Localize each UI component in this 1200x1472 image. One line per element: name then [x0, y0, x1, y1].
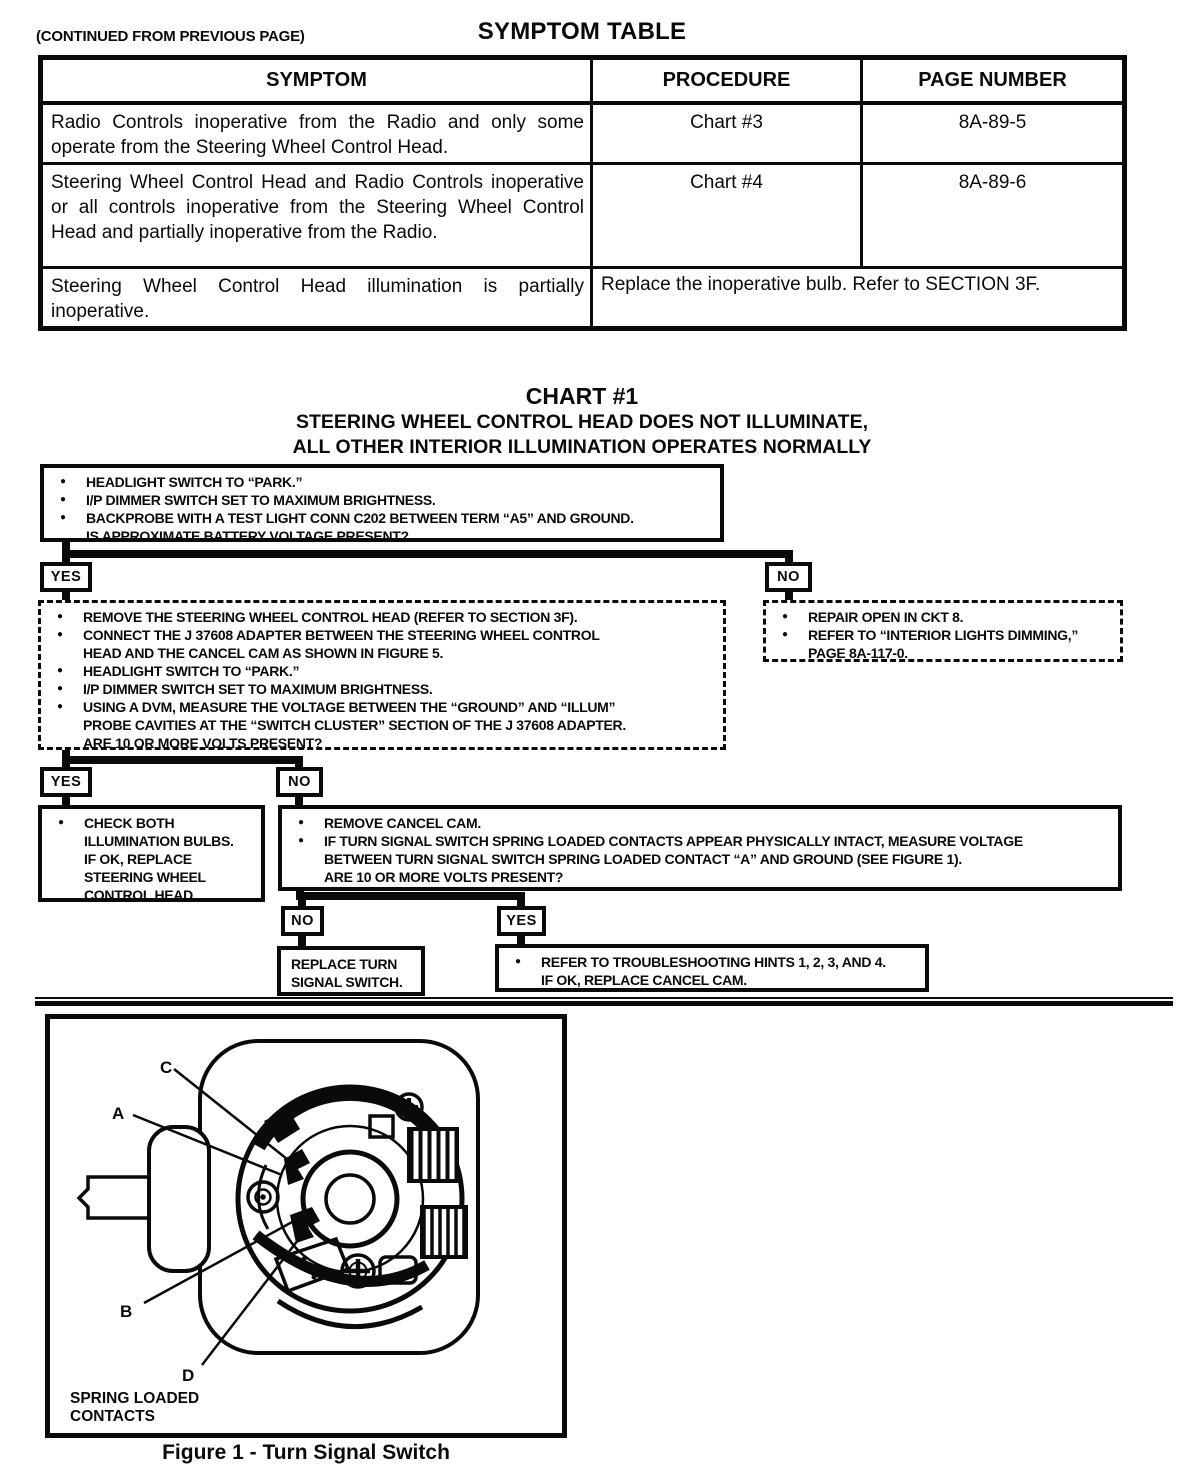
- flow-box-remove-cancel-cam: [278, 805, 1122, 891]
- flow-item-text: I/P DIMMER SWITCH SET TO MAXIMUM BRIGHTNESS.: [86, 492, 436, 508]
- flow-item: [780, 608, 1114, 626]
- bullet-icon: ●: [57, 701, 64, 712]
- steering-shaft: [79, 1177, 151, 1218]
- table-row: [41, 163, 1125, 267]
- chart-title: CHART #1: [525, 383, 639, 409]
- flow-item: [296, 814, 1112, 832]
- flow-item: [780, 626, 1114, 662]
- flow-box-check-voltage: [38, 600, 726, 750]
- hub-inner: [326, 1175, 374, 1223]
- flow-item: [58, 509, 714, 545]
- flow-item-text: I/P DIMMER SWITCH SET TO MAXIMUM BRIGHTNESS.: [83, 681, 433, 697]
- flow-item-text: CONNECT THE J 37608 ADAPTER BETWEEN THE STEERING WHEEL CONTROL HEAD AND THE CANCEL CAM AS SHOWN IN FIGURE 5.: [83, 627, 600, 661]
- flow-item: [55, 608, 717, 626]
- symptom-cell: Steering Wheel Control Head illumination is partially inoperative.: [41, 267, 592, 328]
- flow-item-text: IF TURN SIGNAL SWITCH SPRING LOADED CONTACTS APPEAR PHYSICALLY INTACT, MEASURE VOLTAGE BETWEEN TURN SIGNAL SWITCH SPRING LOADED CONTACT “A” AND GROUND (SEE FIGURE 1). ARE 10 OR MORE VOLTS PRESENT?: [324, 833, 1023, 885]
- flow-item: [513, 953, 919, 989]
- bullet-icon: ●: [57, 683, 64, 694]
- flow-box-start: [40, 464, 724, 542]
- flow-item-text: REFER TO “INTERIOR LIGHTS DIMMING,” PAGE 8A-117-0.: [808, 627, 1079, 661]
- flow-line-text: SIGNAL SWITCH.: [291, 974, 403, 990]
- flow-label-yes-2: YES: [40, 767, 92, 797]
- flow-box-check-bulbs: [38, 805, 265, 902]
- flow-line-text: REPLACE TURN: [291, 956, 398, 972]
- flow-label-yes-3: YES: [497, 906, 546, 936]
- flow-label-yes-1: YES: [40, 562, 92, 592]
- flow-label-no-2: NO: [276, 767, 323, 797]
- flow-box-refer-hints: [495, 944, 929, 992]
- flow-item: [296, 832, 1112, 886]
- col-header-symptom: SYMPTOM: [41, 58, 592, 103]
- col-header-procedure: PROCEDURE: [592, 58, 862, 103]
- callout-label-a: A: [112, 1104, 125, 1123]
- spring-contact-lower: [290, 1207, 320, 1243]
- bullet-icon: ●: [60, 494, 67, 505]
- flow-item: [55, 626, 717, 662]
- page-number-cell: 8A-89-5: [862, 103, 1125, 164]
- symptom-cell: Steering Wheel Control Head and Radio Controls inoperative or all controls inoperative from the Steering Wheel Control Head and partially inoperative from the Radio.: [41, 163, 592, 267]
- chart-subtitle-1: STEERING WHEEL CONTROL HEAD DOES NOT ILLUMINATE,: [295, 411, 868, 433]
- flow-item: [58, 473, 714, 491]
- ribbed-block-lower: [420, 1205, 468, 1259]
- figure-note-line2: CONTACTS: [70, 1408, 155, 1425]
- table-row: [41, 103, 1125, 164]
- ribbed-block-upper: [407, 1127, 459, 1183]
- figure-note-line1: SPRING LOADED: [70, 1390, 200, 1407]
- procedure-merged-cell: Replace the inoperative bulb. Refer to SECTION 3F.: [592, 267, 1125, 328]
- flow-label-no-1: NO: [765, 562, 812, 592]
- flow-item-text: REMOVE CANCEL CAM.: [324, 815, 481, 831]
- flow-item-text: CHECK BOTH ILLUMINATION BULBS. IF OK, REPLACE STEERING WHEEL CONTROL HEAD.: [84, 815, 234, 903]
- housing-left-bump: [149, 1127, 209, 1271]
- section-divider-thin: [35, 997, 1173, 999]
- flow-item-text: REPAIR OPEN IN CKT 8.: [808, 609, 964, 625]
- bullet-icon: ●: [782, 611, 789, 622]
- bullet-icon: ●: [515, 956, 522, 967]
- flow-item: [56, 814, 255, 904]
- col-header-page-number: PAGE NUMBER: [862, 58, 1125, 103]
- flow-item: [55, 698, 717, 752]
- callout-label-c: C: [160, 1058, 173, 1077]
- flow-item-text: BACKPROBE WITH A TEST LIGHT CONN C202 BETWEEN TERM “A5” AND GROUND. IS APPROXIMATE BATTERY VOLTAGE PRESENT?: [86, 510, 634, 544]
- bullet-icon: ●: [60, 512, 67, 523]
- bullet-icon: ●: [60, 476, 67, 487]
- flow-item-text: USING A DVM, MEASURE THE VOLTAGE BETWEEN THE “GROUND” AND “ILLUM” PROBE CAVITIES AT THE “SWITCH CLUSTER” SECTION OF THE J 37608 ADAPTER. ARE 10 OR MORE VOLTS PRESENT?: [83, 699, 626, 751]
- flow-item-text: HEADLIGHT SWITCH TO “PARK.”: [86, 474, 303, 490]
- bullet-icon: ●: [57, 611, 64, 622]
- lever-dot: [312, 1275, 317, 1280]
- symptom-table-title: SYMPTOM TABLE: [477, 18, 687, 45]
- connector-bar: [62, 550, 793, 558]
- flow-box-replace-switch: [277, 946, 425, 996]
- hub-outer: [303, 1152, 397, 1246]
- flow-item: [55, 662, 717, 680]
- turn-signal-switch-drawing: [50, 1019, 562, 1433]
- table-row: [41, 267, 1125, 328]
- bullet-icon: ●: [298, 835, 305, 846]
- connector-bar: [62, 756, 303, 764]
- flow-label-no-3: NO: [281, 906, 324, 936]
- bullet-icon: ●: [58, 817, 65, 828]
- lever-dot: [302, 1257, 307, 1262]
- retainer-arc: [278, 1301, 422, 1327]
- bullet-icon: ●: [57, 629, 64, 640]
- procedure-cell: Chart #3: [592, 103, 862, 164]
- table-header-row: [41, 58, 1125, 103]
- bullet-icon: ●: [782, 629, 789, 640]
- flow-item: [58, 491, 714, 509]
- procedure-cell: Chart #4: [592, 163, 862, 267]
- flow-item-text: REFER TO TROUBLESHOOTING HINTS 1, 2, 3, AND 4. IF OK, REPLACE CANCEL CAM.: [541, 954, 886, 988]
- flow-item: [55, 680, 717, 698]
- slotted-screw-icon: [248, 1182, 278, 1212]
- callout-label-b: B: [120, 1302, 133, 1321]
- page-number-cell: 8A-89-6: [862, 163, 1125, 267]
- chart-subtitle-2: ALL OTHER INTERIOR ILLUMINATION OPERATES NORMALLY: [292, 436, 872, 458]
- connector-bar: [296, 892, 525, 900]
- flow-item-text: REMOVE THE STEERING WHEEL CONTROL HEAD (REFER TO SECTION 3F).: [83, 609, 578, 625]
- figure-caption: Figure 1 - Turn Signal Switch: [162, 1441, 450, 1464]
- symptom-cell: Radio Controls inoperative from the Radio and only some operate from the Steering Wheel Control Head.: [41, 103, 592, 164]
- symptom-table: [38, 55, 1127, 331]
- flow-item-text: HEADLIGHT SWITCH TO “PARK.”: [83, 663, 300, 679]
- figure-frame: [45, 1014, 567, 1438]
- callout-label-d: D: [182, 1366, 195, 1385]
- bullet-icon: ●: [57, 665, 64, 676]
- continued-note: (CONTINUED FROM PREVIOUS PAGE): [36, 28, 305, 45]
- section-divider-thick: [35, 1001, 1173, 1006]
- flow-box-repair-open: [763, 600, 1123, 662]
- bullet-icon: ●: [298, 817, 305, 828]
